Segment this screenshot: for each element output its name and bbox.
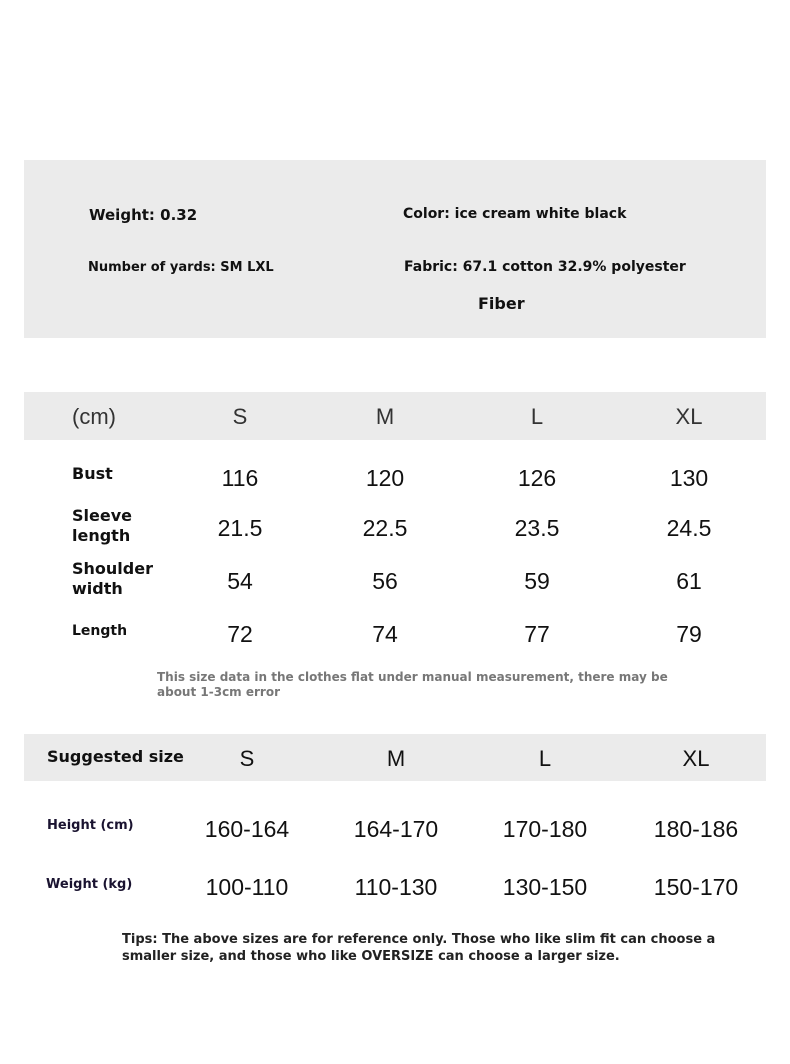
row-label-shoulder-line2: width bbox=[72, 579, 123, 598]
unit-header: (cm) bbox=[72, 404, 116, 429]
height-xl: 180-186 bbox=[653, 816, 739, 842]
weight-s: 100-110 bbox=[205, 874, 289, 900]
fabric-spec: Fabric: 67.1 cotton 32.9% polyester bbox=[404, 259, 686, 275]
shoulder-s: 54 bbox=[227, 568, 253, 594]
length-xl: 79 bbox=[676, 621, 702, 647]
bust-xl: 130 bbox=[669, 465, 709, 491]
shoulder-l: 59 bbox=[524, 568, 550, 594]
bust-m: 120 bbox=[365, 465, 405, 491]
weight-l: 130-150 bbox=[502, 874, 588, 900]
size-header-s: S bbox=[232, 404, 248, 429]
weight-m: 110-130 bbox=[354, 874, 438, 900]
sleeve-s: 21.5 bbox=[217, 515, 263, 541]
suggest-size-xl: XL bbox=[682, 746, 710, 771]
tips-text bbox=[122, 931, 715, 965]
row-label-shoulder-line1: Shoulder bbox=[72, 559, 153, 578]
row-label-weight: Weight (kg) bbox=[46, 877, 133, 892]
length-m: 74 bbox=[372, 621, 398, 647]
shoulder-m: 56 bbox=[372, 568, 398, 594]
row-label-length: Length bbox=[72, 623, 128, 639]
sleeve-m: 22.5 bbox=[362, 515, 408, 541]
sleeve-xl: 24.5 bbox=[666, 515, 712, 541]
sleeve-l: 23.5 bbox=[514, 515, 560, 541]
measurement-note-line1: This size data in the clothes flat under manual measurement, there may be bbox=[157, 670, 668, 684]
tips-line2: smaller size, and those who like OVERSIZE can choose a larger size. bbox=[122, 949, 620, 964]
measurement-note bbox=[157, 670, 668, 700]
weight-xl: 150-170 bbox=[653, 874, 739, 900]
tips-line1: Tips: The above sizes are for reference only. Those who like slim fit can choose a bbox=[122, 932, 716, 947]
suggested-size-header: Suggested size bbox=[47, 747, 184, 766]
color-spec: Color: ice cream white black bbox=[403, 206, 627, 222]
shoulder-xl: 61 bbox=[676, 568, 702, 594]
length-l: 77 bbox=[524, 621, 550, 647]
row-label-shoulder bbox=[72, 559, 153, 599]
bust-s: 116 bbox=[221, 465, 259, 491]
row-label-sleeve-line1: Sleeve bbox=[72, 506, 132, 525]
row-label-bust: Bust bbox=[72, 464, 113, 483]
bust-l: 126 bbox=[517, 465, 557, 491]
size-header-l: L bbox=[530, 404, 544, 429]
suggest-size-l: L bbox=[538, 746, 552, 771]
height-m: 164-170 bbox=[353, 816, 439, 842]
fiber-spec: Fiber bbox=[478, 294, 525, 313]
row-label-height: Height (cm) bbox=[47, 818, 134, 833]
spec-panel bbox=[24, 160, 766, 338]
measurement-note-line2: about 1-3cm error bbox=[157, 685, 280, 699]
length-s: 72 bbox=[227, 621, 253, 647]
yards-spec: Number of yards: SM LXL bbox=[88, 260, 274, 275]
height-s: 160-164 bbox=[204, 816, 290, 842]
suggest-size-m: M bbox=[386, 746, 406, 771]
size-header-m: M bbox=[375, 404, 395, 429]
row-label-sleeve-line2: length bbox=[72, 526, 131, 545]
size-header-xl: XL bbox=[675, 404, 703, 429]
row-label-sleeve bbox=[72, 506, 132, 546]
suggest-size-s: S bbox=[239, 746, 255, 771]
weight-spec: Weight: 0.32 bbox=[89, 206, 198, 224]
height-l: 170-180 bbox=[502, 816, 588, 842]
